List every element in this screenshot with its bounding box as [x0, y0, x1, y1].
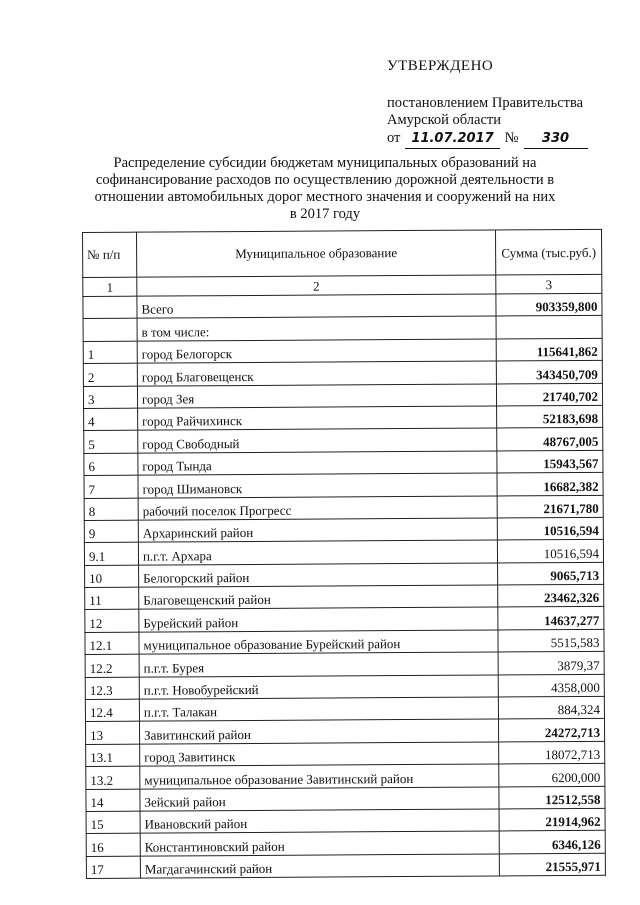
row-number: 12.2 — [85, 654, 139, 677]
table-row — [86, 786, 605, 812]
municipality-name: Константиновский район — [140, 831, 499, 856]
row-number: 4 — [84, 408, 138, 431]
row-number: 9 — [84, 520, 138, 543]
row-number: 13.2 — [86, 766, 140, 789]
row-number: 12 — [85, 610, 139, 633]
municipality-name: город Шимановск — [138, 473, 497, 498]
column-number: 1 — [83, 277, 137, 296]
municipality-name: город Райчихинск — [138, 406, 497, 431]
subsidy-amount: 21914,962 — [499, 808, 605, 831]
table-row — [83, 293, 602, 319]
subsidy-amount: 3879,37 — [498, 652, 604, 675]
row-number: 9.1 — [84, 542, 138, 565]
decree-reference — [387, 129, 627, 149]
subsidy-amount: 52183,698 — [497, 405, 603, 428]
row-number: 8 — [84, 498, 138, 521]
table-row — [83, 383, 602, 409]
table-row — [86, 831, 605, 857]
row-number — [83, 319, 137, 342]
municipality-name: город Зея — [137, 384, 496, 409]
subsidy-amount: 21671,780 — [497, 495, 603, 518]
table-row — [85, 629, 604, 655]
table-row — [84, 495, 603, 521]
municipality-name: п.г.т. Талакан — [139, 697, 498, 722]
municipality-name: Бурейский район — [139, 607, 498, 632]
subsidy-amount: 16682,382 — [497, 472, 603, 495]
row-number: 11 — [85, 587, 139, 610]
row-number: 6 — [84, 453, 138, 476]
subsidy-amount: 14637,277 — [498, 607, 604, 630]
date-prefix: от — [387, 130, 401, 146]
municipality-name: п.г.т. Бурея — [139, 652, 498, 677]
subsidy-amount: 18072,713 — [499, 741, 605, 764]
table-row — [84, 450, 603, 476]
subsidy-amount: 48767,005 — [497, 428, 603, 451]
municipality-name: муниципальное образование Завитинский район — [140, 764, 499, 789]
row-number: 3 — [83, 386, 137, 409]
municipality-name: Архаринский район — [138, 518, 497, 543]
approval-stamp — [387, 58, 627, 149]
table-row — [86, 853, 605, 879]
column-number: 2 — [137, 275, 496, 296]
municipality-name: город Свободный — [138, 428, 497, 453]
subsidy-amount: 6346,126 — [499, 831, 605, 854]
municipality-name: Магдагачинский район — [140, 854, 499, 879]
subsidy-amount: 10516,594 — [497, 517, 603, 540]
table-row — [86, 764, 605, 790]
municipality-name: Благовещенский район — [139, 585, 498, 610]
subsidy-amount: 343450,709 — [496, 360, 602, 383]
subsidy-amount: 21555,971 — [499, 853, 605, 876]
header-municipality: Муниципальное образование — [136, 230, 495, 277]
approval-heading: УТВЕРЖДЕНО — [387, 58, 494, 74]
municipality-name: рабочий поселок Прогресс — [138, 495, 497, 520]
table-row — [86, 741, 605, 767]
subsidy-amount: 884,324 — [498, 696, 604, 719]
table-row — [85, 607, 604, 633]
header-number: № п/п — [83, 232, 137, 277]
municipality-name: п.г.т. Архара — [138, 540, 497, 565]
table-row — [85, 652, 604, 678]
subsidy-amount: 24272,713 — [499, 719, 605, 742]
table-row — [83, 360, 602, 386]
row-number: 5 — [84, 431, 138, 454]
subsidy-amount: 903359,800 — [496, 293, 602, 316]
table-row — [85, 562, 604, 588]
municipality-name: город Благовещенск — [137, 361, 496, 386]
table-row — [85, 584, 604, 610]
document-title: Распределение субсидии бюджетам муниципальных образований на софинансирование расходов по осуществлению дорожной деятельности в отношении автомобильных дорог местного значения и сооружений на них в 2017 году — [94, 155, 556, 222]
subsidy-amount — [496, 316, 602, 339]
municipality-name: Зейский район — [140, 787, 499, 812]
table-row — [85, 696, 604, 722]
header-amount: Сумма (тыс.руб.) — [496, 229, 602, 275]
row-number: 12.3 — [85, 677, 139, 700]
row-number: 10 — [85, 565, 139, 588]
municipality-name: город Тында — [138, 451, 497, 476]
table-row — [84, 472, 603, 498]
table-row — [85, 674, 604, 700]
approval-line-1: постановлением Правительства — [387, 95, 584, 111]
row-number: 16 — [86, 834, 140, 857]
table-row — [84, 428, 603, 454]
municipality-name: п.г.т. Новобурейский — [139, 675, 498, 700]
subsidy-amount: 21740,702 — [497, 383, 603, 406]
municipality-name: Всего — [137, 294, 496, 319]
table-row — [84, 405, 603, 431]
subsidy-amount: 10516,594 — [498, 540, 604, 563]
row-number: 15 — [86, 811, 140, 834]
subsidy-amount: 23462,326 — [498, 584, 604, 607]
table-row — [85, 719, 604, 745]
municipality-name: в том числе: — [137, 316, 496, 341]
row-number: 13 — [85, 722, 139, 745]
municipality-name: муниципальное образование Бурейский район — [139, 630, 498, 655]
number-label: № — [504, 130, 519, 146]
table-row — [83, 316, 602, 342]
municipality-name: Ивановский район — [140, 809, 499, 834]
row-number: 17 — [86, 856, 140, 879]
row-number: 14 — [86, 789, 140, 812]
subsidy-amount: 12512,558 — [499, 786, 605, 809]
row-number: 12.4 — [85, 699, 139, 722]
municipality-name: Белогорский район — [139, 563, 498, 588]
decree-date: 11.07.2017 — [405, 130, 499, 149]
subsidy-amount: 4358,000 — [498, 674, 604, 697]
decree-number: 330 — [524, 130, 588, 149]
column-number: 3 — [496, 274, 602, 294]
subsidy-amount: 115641,862 — [496, 338, 602, 361]
municipality-name: Завитинский район — [139, 719, 498, 744]
row-number: 1 — [83, 341, 137, 364]
municipality-name: город Белогорск — [137, 339, 496, 364]
table-header-row — [83, 229, 602, 277]
subsidy-table — [82, 229, 606, 879]
row-number — [83, 296, 137, 319]
table-row — [83, 338, 602, 364]
table-row — [84, 517, 603, 543]
table-row — [86, 808, 605, 834]
row-number: 12.1 — [85, 632, 139, 655]
subsidy-amount: 6200,000 — [499, 764, 605, 787]
subsidy-amount: 9065,713 — [498, 562, 604, 585]
subsidy-amount: 15943,567 — [497, 450, 603, 473]
approval-line-2: Амурской области — [387, 112, 501, 128]
municipality-name: город Завитинск — [140, 742, 499, 767]
table-row — [84, 540, 603, 566]
row-number: 2 — [83, 363, 137, 386]
row-number: 7 — [84, 475, 138, 498]
subsidy-amount: 5515,583 — [498, 629, 604, 652]
row-number: 13.1 — [86, 744, 140, 767]
